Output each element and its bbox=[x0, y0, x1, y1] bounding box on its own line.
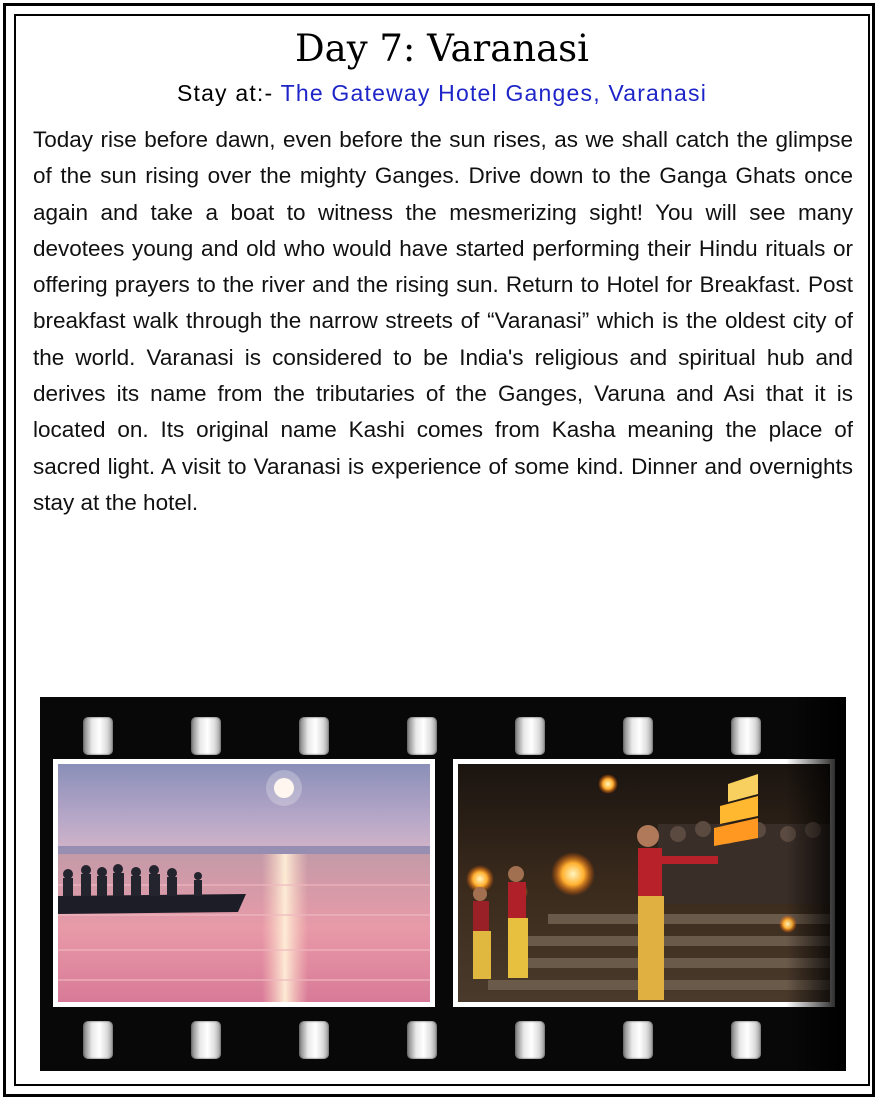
page-title: Day 7: Varanasi bbox=[295, 27, 589, 70]
sprocket-hole bbox=[83, 1021, 113, 1059]
hotel-name: The Gateway Hotel Ganges, Varanasi bbox=[280, 80, 708, 106]
sunrise-boat-image bbox=[58, 764, 430, 1002]
filmstrip-edge-fade bbox=[786, 697, 846, 1071]
sprocket-hole bbox=[191, 1021, 221, 1059]
stay-line bbox=[0, 78, 884, 108]
sprocket-hole bbox=[515, 1021, 545, 1059]
sprocket-hole bbox=[623, 717, 653, 755]
sprocket-hole bbox=[299, 717, 329, 755]
sprocket-hole bbox=[407, 1021, 437, 1059]
sprocket-hole bbox=[731, 717, 761, 755]
sprocket-hole bbox=[623, 1021, 653, 1059]
sprocket-hole bbox=[191, 717, 221, 755]
stay-label: Stay at:- bbox=[176, 80, 274, 106]
ganga-aarti-image bbox=[458, 764, 830, 1002]
ganga-aarti-photo bbox=[453, 759, 835, 1007]
day-description: Today rise before dawn, even before the sun rises, as we shall catch the glimpse of the sun rising over the mighty Ganges. Drive down to the Ganga Ghats once again and take a boat to witness the mesmerizing sight! You will see many devotees young and old who would have started performing their Hindu rituals or offering prayers to the river and the rising sun. Return to Hotel for Breakfast. Post breakfast walk through the narrow streets of “Varanasi” which is the oldest city of the world. Varanasi is considered to be India's religious and spiritual hub and derives its name from the tributaries of the Ganges, Varuna and Asi that it is located on. Its original name Kashi comes from Kasha meaning the place of sacred light. A visit to Varanasi is experience of some kind. Dinner and overnights stay at the hotel. bbox=[33, 127, 853, 515]
sprocket-hole bbox=[299, 1021, 329, 1059]
sprocket-hole bbox=[83, 717, 113, 755]
sprocket-hole bbox=[515, 717, 545, 755]
sprocket-hole bbox=[407, 717, 437, 755]
filmstrip-gallery bbox=[40, 697, 846, 1071]
sunrise-boat-photo bbox=[53, 759, 435, 1007]
sprocket-hole bbox=[731, 1021, 761, 1059]
